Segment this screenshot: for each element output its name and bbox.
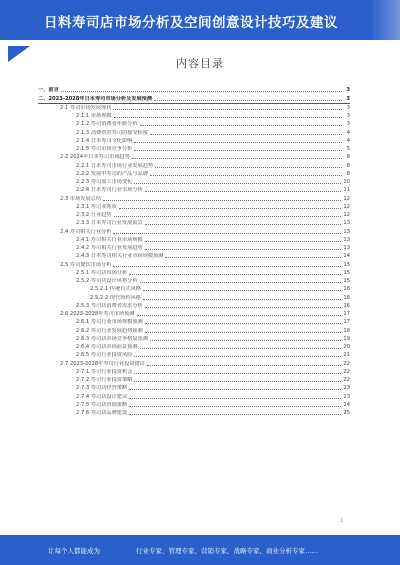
toc-entry-label: 2.1.4 日本寿司文化影响 xyxy=(76,137,133,144)
toc-entry[interactable] xyxy=(38,170,350,178)
toc-dot-leader xyxy=(145,224,342,225)
toc-dot-leader xyxy=(134,373,341,374)
toc-entry[interactable] xyxy=(38,227,350,235)
toc-dot-leader xyxy=(140,282,342,283)
toc-entry[interactable] xyxy=(38,285,350,293)
toc-entry[interactable] xyxy=(38,310,350,318)
toc-entry[interactable] xyxy=(38,236,350,244)
toc-entry-label: 2.5.2.2 现代简约风格 xyxy=(90,294,141,301)
toc-entry[interactable] xyxy=(38,137,350,145)
table-of-contents xyxy=(38,86,350,417)
toc-entry-label: 2.6 2023-2028年寿司市场预测 xyxy=(60,311,135,317)
toc-entry-label: 2.4.3 日本寿司相关行业市场规模预测 xyxy=(76,253,164,260)
toc-entry-page: 18 xyxy=(343,327,350,334)
toc-entry-page: 3 xyxy=(346,121,350,128)
toc-entry-page: 4 xyxy=(346,129,350,136)
toc-entry-page: 15 xyxy=(343,269,350,276)
toc-entry[interactable] xyxy=(38,401,350,409)
toc-entry[interactable] xyxy=(38,368,350,376)
toc-dot-leader xyxy=(119,208,342,209)
toc-entry-page: 3 xyxy=(346,95,350,102)
toc-entry-label: 2.7.2 寿司行业投资策略 xyxy=(76,377,133,383)
toc-dot-leader xyxy=(150,134,342,135)
toc-entry[interactable] xyxy=(38,128,350,136)
toc-dot-leader xyxy=(134,150,342,151)
toc-entry-label: 2.4.2 寿司相关行业发展趋势 xyxy=(76,245,143,251)
page-number: 1 xyxy=(340,518,344,524)
toc-entry[interactable] xyxy=(38,359,350,367)
toc-entry-page: 8 xyxy=(346,162,350,169)
toc-entry-label: 2.5.1 寿司店市场分析 xyxy=(76,269,128,276)
toc-dot-leader xyxy=(134,183,341,184)
toc-entry[interactable] xyxy=(38,351,350,359)
toc-entry-page: 17 xyxy=(343,319,350,326)
toc-dot-leader xyxy=(140,348,342,349)
toc-entry[interactable] xyxy=(38,326,350,334)
footer-slogan-left: 让每个人都能成为 xyxy=(48,547,100,555)
toc-entry-label: 2.4 寿司相关行业分析 xyxy=(60,228,112,235)
toc-entry-label: 2.2.3 寿司加工市场变化 xyxy=(76,179,133,185)
toc-entry-label: 2.7.4 寿司店设计建议 xyxy=(76,393,128,400)
toc-entry-page: 12 xyxy=(343,195,350,202)
toc-dot-leader xyxy=(145,241,342,242)
toc-entry[interactable] xyxy=(38,211,350,219)
toc-entry-label: 2.4.1 寿司相关行业市场规模 xyxy=(76,236,143,243)
toc-entry-page: 13 xyxy=(343,220,350,227)
toc-entry-page: 24 xyxy=(343,401,350,408)
toc-dot-leader xyxy=(113,266,341,267)
toc-dot-leader xyxy=(129,389,341,390)
toc-entry-page: 10 xyxy=(343,179,350,185)
toc-entry-page: 13 xyxy=(343,236,350,243)
toc-dot-leader xyxy=(61,91,342,92)
toc-entry-label: 2.2.2 发展中寿司的产品与品牌 xyxy=(76,170,148,177)
toc-entry-page: 13 xyxy=(343,245,350,251)
toc-entry-page: 8 xyxy=(346,170,350,177)
toc-entry-page: 15 xyxy=(343,261,350,268)
toc-entry[interactable] xyxy=(38,194,350,202)
toc-entry-page: 20 xyxy=(343,344,350,350)
toc-entry[interactable] xyxy=(38,384,350,392)
toc-entry[interactable] xyxy=(38,302,350,310)
toc-entry[interactable] xyxy=(38,120,350,128)
toc-entry-label: 2.3.1 寿司业现状 xyxy=(76,203,117,210)
toc-entry-label: 2.1.2 寿司消费者年龄分析 xyxy=(76,121,138,128)
toc-dot-leader xyxy=(145,332,342,333)
toc-entry-label: 2.6.4 寿司店市场前景预测 xyxy=(76,344,138,350)
toc-entry-page: 16 xyxy=(343,302,350,309)
toc-dot-leader xyxy=(145,191,342,192)
toc-entry-page: 3 xyxy=(346,104,350,111)
toc-dot-leader xyxy=(114,216,342,217)
toc-entry[interactable] xyxy=(38,392,350,400)
toc-entry[interactable] xyxy=(38,277,350,285)
toc-entry-label: 2.2 2024年日本寿司市场趋势 xyxy=(60,154,130,161)
toc-entry[interactable] xyxy=(38,94,350,102)
toc-entry-page: 5 xyxy=(346,146,350,152)
toc-entry-page: 17 xyxy=(343,311,350,317)
toc-entry-label: 2.3 市场发展总结 xyxy=(60,195,102,202)
toc-entry-label: 一、前言 xyxy=(38,87,59,94)
toc-entry-page: 3 xyxy=(346,113,350,119)
toc-entry-page: 22 xyxy=(343,360,350,367)
toc-entry[interactable] xyxy=(38,293,350,301)
toc-entry-label: 二、2023-2028年日本寿司市场分析及发展预测 xyxy=(38,95,153,102)
toc-entry-page: 4 xyxy=(346,137,350,144)
toc-entry-page: 25 xyxy=(343,410,350,416)
toc-entry-label: 2.5.3 寿司店消费者需求分析 xyxy=(76,302,143,309)
toc-entry-label: 2.1.5 寿司市场竞争分析 xyxy=(76,146,133,152)
toc-dot-leader xyxy=(145,307,342,308)
toc-entry-label: 2.6.5 寿司行业投资风险 xyxy=(76,352,133,359)
toc-entry[interactable] xyxy=(38,244,350,252)
toc-entry-label: 2.6.3 寿司店市场竞争格局预测 xyxy=(76,335,148,342)
toc-entry-page: 22 xyxy=(343,377,350,383)
toc-dot-leader xyxy=(143,290,341,291)
toc-entry-label: 2.5.2.1 传统日式风格 xyxy=(90,286,141,293)
toc-entry-page: 23 xyxy=(343,385,350,392)
toc-dot-leader xyxy=(143,299,341,300)
toc-entry[interactable] xyxy=(38,318,350,326)
toc-entry-page: 12 xyxy=(343,203,350,210)
toc-dot-leader xyxy=(137,315,342,316)
toc-entry-label: 2.5.2 寿司店设计风格分析 xyxy=(76,278,138,284)
toc-dot-leader xyxy=(155,167,342,168)
toc-entry[interactable] xyxy=(38,178,350,186)
toc-heading: 内容目录 xyxy=(176,57,224,70)
toc-dot-leader xyxy=(147,365,342,366)
toc-dot-leader xyxy=(129,398,341,399)
toc-entry-page: 15 xyxy=(343,278,350,284)
toc-entry-page: 16 xyxy=(343,286,350,293)
toc-entry[interactable] xyxy=(38,269,350,277)
toc-entry[interactable] xyxy=(38,343,350,351)
top-banner xyxy=(0,0,400,40)
toc-dot-leader xyxy=(140,125,342,126)
toc-entry-label: 2.7.1 寿司行业投资机会 xyxy=(76,368,133,375)
toc-entry-label: 2.1 寿司市场发展现状 xyxy=(60,104,112,111)
toc-entry-label: 2.3.3 日本寿司行业发展前景 xyxy=(76,220,143,227)
toc-dot-leader xyxy=(114,117,342,118)
toc-entry-label: 2.7.3 寿司店经营策略 xyxy=(76,385,128,392)
toc-entry[interactable] xyxy=(38,203,350,211)
toc-dot-leader xyxy=(134,381,341,382)
toc-dot-leader xyxy=(134,142,342,143)
bottom-banner xyxy=(0,535,400,565)
toc-entry[interactable] xyxy=(38,104,350,112)
toc-entry-label: 2.1.1 市场规模 xyxy=(76,113,112,119)
toc-entry-label: 2.6.1 寿司行业市场规模预测 xyxy=(76,319,143,326)
toc-entry-page: 21 xyxy=(343,352,350,359)
toc-entry-label: 2.2.4 日本寿司行业市场分析 xyxy=(76,187,143,194)
toc-dot-leader xyxy=(165,257,341,258)
toc-entry[interactable] xyxy=(38,335,350,343)
toc-dot-leader xyxy=(113,233,341,234)
toc-entry[interactable] xyxy=(38,86,350,94)
toc-dot-leader xyxy=(113,109,342,110)
footer-slogan-right: 行业专家、管理专家、营销专家、战略专家、商业分析专家…… xyxy=(136,547,318,555)
toc-dot-leader xyxy=(129,406,341,407)
toc-dot-leader xyxy=(129,274,341,275)
toc-dot-leader xyxy=(103,200,341,201)
toc-entry[interactable] xyxy=(38,145,350,153)
toc-entry-page: 3 xyxy=(346,87,350,94)
toc-entry-page: 16 xyxy=(343,294,350,301)
toc-dot-leader xyxy=(145,249,342,250)
toc-dot-leader xyxy=(154,100,342,101)
toc-entry[interactable] xyxy=(38,376,350,384)
toc-entry[interactable] xyxy=(38,186,350,194)
toc-entry[interactable] xyxy=(38,409,350,417)
toc-entry-label: 2.7 2023-2028年寿司行业投资建议 xyxy=(60,360,145,367)
toc-entry-label: 2.7.6 寿司店品牌建设 xyxy=(76,410,128,416)
toc-entry[interactable] xyxy=(38,219,350,227)
toc-entry-page: 12 xyxy=(343,212,350,218)
toc-dot-leader xyxy=(134,356,341,357)
toc-entry-page: 8 xyxy=(346,154,350,161)
toc-dot-leader xyxy=(132,158,342,159)
toc-entry[interactable] xyxy=(38,153,350,161)
toc-entry-page: 23 xyxy=(343,393,350,400)
toc-entry-label: 2.3.2 行业趋势 xyxy=(76,212,112,218)
toc-entry-page: 11 xyxy=(343,187,350,194)
toc-entry-label: 2.1.3 消费者对寿司的接受程度 xyxy=(76,129,148,136)
toc-entry-label: 2.7.5 寿司店营销策略 xyxy=(76,401,128,408)
toc-dot-leader xyxy=(150,340,341,341)
toc-dot-leader xyxy=(150,175,342,176)
toc-entry-page: 19 xyxy=(343,335,350,342)
document-title: 日料寿司店市场分析及空间创意设计技巧及建议 xyxy=(44,15,338,31)
toc-dot-leader xyxy=(129,414,341,415)
toc-entry-label: 2.6.2 寿司行业发展趋势预测 xyxy=(76,327,143,334)
toc-entry-label: 2.5 寿司餐饮市场分析 xyxy=(60,261,112,268)
toc-entry-page: 13 xyxy=(343,228,350,235)
toc-entry[interactable] xyxy=(38,161,350,169)
toc-entry-label: 2.2.1 日本寿司市场行业发展趋势 xyxy=(76,162,154,169)
toc-entry[interactable] xyxy=(38,252,350,260)
toc-dot-leader xyxy=(145,323,342,324)
toc-entry[interactable] xyxy=(38,260,350,268)
toc-entry[interactable] xyxy=(38,112,350,120)
toc-entry-page: 22 xyxy=(343,368,350,375)
toc-entry-page: 14 xyxy=(343,253,350,260)
